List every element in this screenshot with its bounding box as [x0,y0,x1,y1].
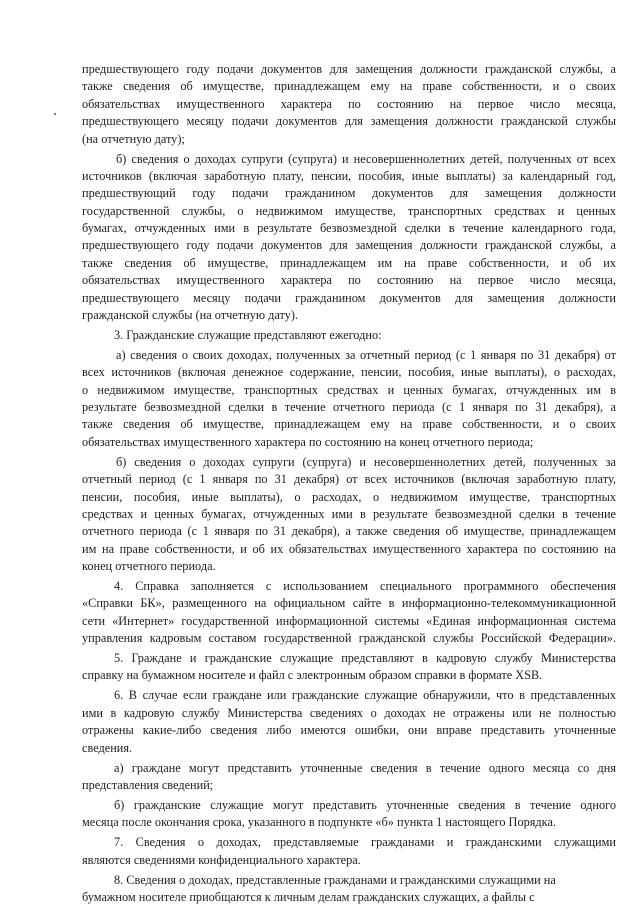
section-heading: 3. Гражданские служащие представляют ежегодно: [114,327,382,342]
text-line: также сведения об имуществе, принадлежащем ему на праве собственности, и о своих [82,417,616,432]
text-line: ими в кадровую службу Министерства сведениях о доходах не отражены или не полностью [82,705,616,720]
text-line: также сведения об имуществе, принадлежащем ему на праве собственности, и о своих [82,79,616,94]
text-line: о недвижимом имуществе, транспортных средствах и ценных бумагах, отчужденных им в [82,382,616,397]
text-line: гражданской службы (на отчетную дату). [82,307,299,322]
text-line: отчетный период (с 1 января по 31 декабря) от всех источников (включая заработную плату, [82,472,616,487]
text-line: сети «Интернет» государственной информационной системы «Единая информационная система [82,613,616,628]
text-line: бумагах, отчужденных ими в результате безвозмездной сделки в течение календарного года, [82,221,616,235]
text-line: б) гражданские служащие могут представить уточненные сведения в течение одного [114,797,616,812]
text-line: также сведения об имуществе, принадлежащем им на праве собственности, и об их [82,255,616,270]
text-line: 5. Граждане и гражданские служащие представляют в кадровую службу Министерства [114,651,616,666]
text-line: управления кадровым составом государственной гражданской службы Российской Федерации». [82,631,616,646]
text-line: бумажном носителе приобщаются к личным делам гражданских служащих, а файлы с [82,890,535,904]
text-line: пенсии, пособия, иные выплаты), о расходах, о недвижимом имуществе, транспортных [82,489,616,504]
text-line: им на праве собственности, и об их обязательствах имущественного характера по состоянию на [82,541,616,556]
text-line: результате безвозмездной сделки в течение отчетного периода (с 1 января по 31 декабря), а [82,400,616,414]
text-line: предшествующего месяцу подачи гражданином документов для замещения должности [82,290,616,305]
text-line: 4. Справка заполняется с использованием специального программного обеспечения [114,579,616,593]
text-line: конец отчетного периода. [82,559,216,573]
text-line: обязательствах имущественного характера по состоянию на первое число месяца, [82,96,616,111]
text-line: предшествующего году подачи документов для замещения должности гражданской службы, а [82,238,616,253]
text-line: сведения. [82,740,133,755]
text-line: 8. Сведения о доходах, представленные гражданами и гражданскими служащими на [114,872,556,887]
text-line: средствах и ценных бумагах, отчужденных ими в результате безвозмездной сделки в течение [82,506,616,521]
text-line: б) сведения о доходах супруги (супруга) и несовершеннолетних детей, полученных от всех [116,151,616,166]
text-line: б) сведения о доходах супруги (супруга) и несовершеннолетних детей, полученных за [116,454,616,469]
text-line: обязательствах имущественного характера по состоянию на конец отчетного периода; [82,434,534,449]
text-line: а) сведения о своих доходах, полученных за отчетный период (с 1 января по 31 декабря) от [116,347,616,362]
scan-speck [54,113,56,115]
text-line: (на отчетную дату); [82,131,185,146]
text-line: источников (включая заработную плату, пенсии, пособия, иные выплаты) за календарный год, [82,168,616,183]
text-line: «Справки БК», размещенного на официальном сайте в информационно-телекоммуникационной [82,596,616,611]
text-line: отражены какие-либо сведения либо имеются ошибки, они вправе представить уточненные [82,723,616,738]
text-line: всех источников (включая денежное содержание, пенсии, пособия, иные выплаты), о расходах, [82,365,616,380]
text-line: представления сведений; [82,777,214,792]
text-line: справку на бумажном носителе и файл с электронным образом справки в формате XSB. [82,668,543,683]
text-line: обязательствах имущественного характера по состоянию на первое число месяца, [82,273,616,288]
text-line: месяца после окончания срока, указанного в подпункте «б» пункта 1 настоящего Порядка. [82,815,556,830]
text-line: являются сведениями конфиденциального характера. [82,852,361,867]
text-line: 7. Сведения о доходах, представляемые гражданами и гражданскими служащими [114,835,616,850]
text-line: 6. В случае если граждане или гражданские служащие обнаружили, что в представленных [114,688,616,703]
text-line: отчетного периода (с 1 января по 31 декабря), а также сведения об имуществе, принадлежащем [82,524,616,539]
text-line: предшествующего году подачи документов для замещения должности гражданской службы, а [82,62,616,76]
text-line: предшествующий году подачи гражданином документов для замещения должности [82,186,616,201]
text-line: государственной службы, о недвижимом имуществе, транспортных средствах и ценных [82,203,616,218]
text-line: предшествующего месяцу подачи документов для замещения должности гражданской службы [82,114,616,129]
text-line: а) граждане могут представить уточненные сведения в течение одного месяца со дня [114,760,616,775]
